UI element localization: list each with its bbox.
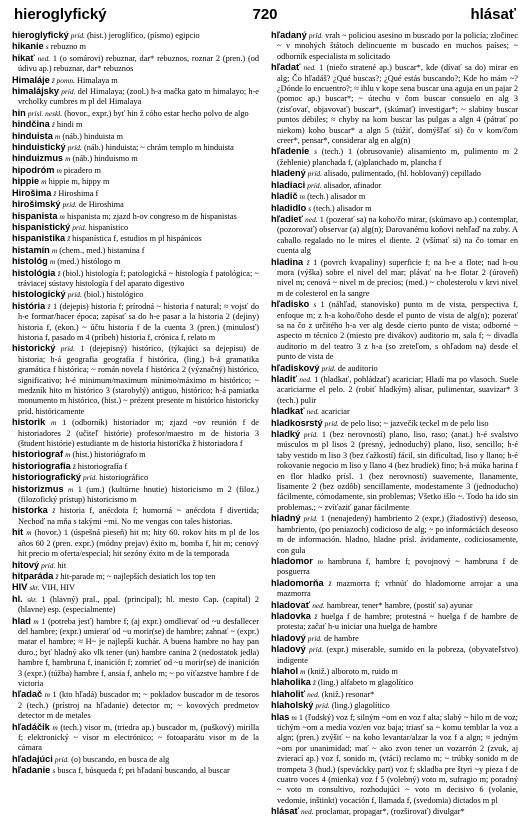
entry-definition: hippie m, hippy m — [48, 177, 110, 187]
entry-headword: hladovka — [271, 610, 311, 621]
page-header — [12, 0, 518, 24]
entry-definition: (hovor., expr.) byť hin ž cóho estar hecho polvo de algo — [64, 108, 249, 118]
left-running-head: hieroglyfický — [14, 6, 107, 23]
entry-definition: (expr.) miserable, sumido en la pobreza, (obyvateľstvo) indigente — [277, 645, 519, 665]
entry-headword: hladový — [271, 632, 306, 643]
entry-grammar: príd. — [62, 200, 77, 210]
entry-grammar: m — [26, 528, 32, 538]
dictionary-entry — [12, 256, 259, 267]
dictionary-entry — [271, 677, 518, 688]
entry-grammar: s — [45, 42, 49, 52]
entry-grammar: ž — [312, 678, 316, 688]
entry-definition: hindi m — [56, 120, 83, 130]
entry-grammar: ž — [55, 571, 59, 581]
dictionary-entry — [12, 582, 259, 593]
entry-definition: 1 (dejepis) historia f; prírodná ~ historia f natural; ≈ vojsť do h-e formar/hacer época; zapísať sa do h-e pasar a la historia 2 (dejiny) historia f, (ekon.) ~ účtu historia f de la cuenta 3 (pren.) (minulosť) historia f, pasado m 4 (príbeh) historia f, crónica f, relato m — [18, 301, 260, 342]
entry-headword: hladič — [271, 191, 298, 202]
entry-definition: hit-parade m; ~ najlepších desiatich los top ten — [60, 571, 216, 581]
dictionary-entry — [12, 53, 259, 75]
entry-definition: 1 (ľudský) voz f; silným ~om en voz f alta; slabý ~ hilo m de voz; tichým ~om a media voz/en voz baja; triasť sa ~ komu temblar la voz a algn; (pren.) zvýšiť ~ na koho levantar/alzar la voz f a algn; ≈ jedným ~om por unanimidad; mať ~ ako zvon tener un vozarrón 2 (zvuk, aj zvierací ap.) voz f, sonido m, (vtáci) reclamo m; ~ trúbky sonido m de trompeta 3 (hud.) (speváckky part) voz f; skladba pre štyri ~y pieza f de cuatro voces 4 (mienka) voz f 5 (volebný) voto m, sufragio m; poradný ~ voto m consultivo, rozhodujúci ~ voto m decisivo 6 (volanie, vedomie, inštinkt) vocación f, llamada f, (svedomia) dictados m pl — [277, 712, 518, 805]
dictionary-entry — [12, 505, 259, 527]
dictionary-entry — [12, 199, 259, 210]
entry-grammar: prísl. neskl. — [27, 108, 63, 118]
entry-grammar: m — [65, 154, 71, 164]
entry-definition: (hist.) jeroglífico, (písmo) egipcio — [87, 31, 200, 40]
entry-headword: hladina — [271, 256, 304, 267]
entry-definition: historiografía f — [77, 461, 128, 471]
entry-headword: hlad — [12, 615, 31, 626]
entry-grammar: m — [52, 722, 58, 732]
entry-grammar: príd. — [60, 344, 75, 354]
entry-grammar: príd. — [321, 363, 336, 373]
entry-headword: hľadisko — [271, 299, 310, 310]
entry-headword: hladomorňa — [271, 577, 324, 588]
dictionary-entry — [271, 611, 518, 633]
entry-definition: 1 (potreba jesť) hambre f; (aj expr.) omdlievať od ~u desfallecer del hambre; (expr.) umierať od ~u morir(se) de hambre; zahnať ~ (expr.) matar el hambre; ≈ H~ je najlepší kuchár. A buena hambre no hay pan duro.; byť hladný ako vlk tener (un) hambre canina 2 (nedostatok jedla) hambre f, hambruna f, inanición f; zomrieť od ~u morir(se) de inanición 3 (expr.) (túžba) hambre f, ansia f, anhelo m; ~ po víťazstve hambre f de victoria — [18, 616, 259, 688]
entry-grammar: ž — [314, 611, 318, 621]
entry-grammar: s — [314, 147, 317, 157]
entry-grammar: príd. — [83, 473, 98, 483]
dictionary-entry — [12, 754, 259, 765]
entry-headword: hľadať — [271, 62, 301, 73]
dictionary-entry — [271, 418, 518, 429]
entry-headword: hlásať — [271, 806, 299, 817]
dictionary-entry — [271, 203, 518, 214]
entry-definition: 1 (náhľad, stanovisko) punto m de vista, perspectiva f, enfoque m; z h-a koho/čoho desde el punto de vista de alg(n); pozerať sa na čo z určitého h-a ver alg desde cierto punto de vista; odborné ~ aspecto m técnico 2 (miesto pre divákov) auditorio m, sala f; ~ divadla auditorio m del teatro 3 z h-a (so zreteľom, s ohľadom na) desde el punto de vista de — [277, 300, 518, 362]
dictionary-entry — [271, 30, 518, 62]
entry-headword: hladovať — [271, 599, 311, 610]
entry-headword: histológ — [12, 256, 48, 267]
entry-grammar: ned. — [299, 375, 312, 384]
entry-headword: historiografia — [12, 460, 71, 471]
dictionary-entry — [271, 363, 518, 374]
entry-grammar: príd. — [72, 222, 87, 232]
entry-headword: hitparáda — [12, 570, 54, 581]
dictionary-entry — [12, 594, 259, 616]
entry-grammar: príd. — [70, 31, 85, 40]
entry-definition: (ling.) glagolítico — [331, 701, 390, 711]
entry-grammar: m — [65, 450, 71, 460]
entry-grammar: m — [51, 245, 58, 255]
entry-definition: 1 (pozerať sa) na koho/čo mirar, (skúmavo ap.) contemplar, (pozorovať) observar (a) alg(n); Darovanému koňovi nehľaď na zuby. A caballo regalado no le mires el diente. 2 (všímať si) na čo tomar en cuenta alg — [277, 214, 518, 256]
entry-grammar: ž — [51, 120, 55, 130]
entry-grammar: m — [300, 666, 306, 676]
entry-definition: 1 (bez nerovností) plano, liso, raso; (anat.) h-é svalstvo músculos m pl lisos 2 (presný, jednoduchý) plano, liso, sencillo; h-é taby vestido m liso 3 (bez ťažkostí) fácil, sin dificultad, liso y llano; h-é rokovanie negocio m liso y llano 4 (bez hrudiek) fino; h-á múka harina f en flor hladko prísl. 1 (bez nerovností) suavemente, llanamente, lisamente 2 (bez ozdôb) sencillamente, modestamente 3 (jednoducho) fácilmente, cómodamente, sin problemas; Všetko išlo ~. Todo ha ido sin problemas.; ~ zvíťaziť ganar fácilmente — [277, 430, 519, 512]
entry-headword: historiografický — [12, 472, 81, 483]
entry-grammar: ž — [52, 506, 56, 516]
entry-headword: historiograf — [12, 449, 64, 460]
dictionary-entry — [12, 268, 259, 290]
entry-definition: hispanista m; zjazd h-ov congreso m de hispanistas — [66, 211, 237, 221]
dictionary-entry — [12, 571, 259, 582]
dictionary-entry — [12, 689, 259, 721]
dictionary-entry — [12, 188, 259, 199]
dictionary-entry — [12, 616, 259, 690]
entry-definition: de pelo liso; ~ jazvečík teckel m de pelo liso — [340, 418, 489, 428]
dictionary-entry — [271, 600, 518, 611]
entry-grammar: príd. — [307, 180, 322, 190]
entry-definition: rebuzno m — [50, 42, 86, 52]
entry-grammar: príd. — [54, 754, 70, 764]
entry-definition: 1 (hlavný) pral., ppal. (principal); hl. mesto Cap. (capital) 2 (hlavne) esp. (especialmente) — [18, 594, 260, 615]
entry-grammar: príd. — [67, 143, 82, 153]
dictionary-entry — [12, 165, 259, 176]
dictionary-entry — [271, 191, 518, 202]
entry-headword: hľadajúci — [12, 753, 53, 764]
dictionary-entry — [12, 211, 259, 222]
entry-headword: hlaholský — [271, 700, 314, 711]
entry-grammar: ž — [306, 257, 310, 267]
entry-definition: 1 (odborník) historiador m; zjazd ~ov reunión f de historiadores 2 (učiteľ histórie) profesor/maestro m de historia 3 (študent histórie) estudiante m de historia historička ž historiadora f — [18, 418, 259, 449]
entry-grammar: m — [291, 712, 297, 722]
dictionary-entry — [271, 806, 518, 817]
entry-grammar: m — [44, 690, 50, 700]
entry-grammar: m — [67, 484, 74, 494]
entry-grammar: ned. — [303, 63, 317, 73]
entry-headword: historizmus — [12, 483, 64, 494]
entry-grammar: príd. — [41, 560, 56, 570]
entry-grammar: ned. — [300, 807, 314, 817]
entry-headword: HIV — [12, 582, 28, 593]
dictionary-entry — [271, 513, 518, 556]
entry-headword: hippie — [12, 176, 40, 187]
entry-grammar: príd. — [303, 514, 318, 524]
entry-grammar: m — [41, 177, 47, 187]
entry-headword: hladomor — [271, 555, 313, 566]
entry-grammar: ž pomn. — [51, 75, 75, 85]
entry-headword: hinduizmus — [12, 153, 64, 164]
entry-headword: hikať — [12, 52, 35, 63]
entry-definition: (tech.) visor m, (triedra ap.) buscador m, (puškový) mirilla f; elektronický ~ visor m electrónico; ~ fotoaparátu visor m de la cámara — [18, 722, 259, 753]
entry-definition: hispanístico — [88, 222, 129, 232]
right-column — [271, 30, 519, 817]
page-number: 720 — [252, 6, 278, 23]
entry-headword: hinduistický — [12, 142, 66, 153]
dictionary-entry — [271, 257, 518, 300]
entry-headword: Hirošima — [12, 187, 52, 198]
entry-definition: 1 (povrch kvapaliny) superficie f; na h-e a flote; nad h-ou mora (výška) sobre el nivel del mar; plávať na h-e flotar 2 (úroveň) nivel m; cenová ~ nivel m de precios; (med.) ~ cholesterolu v krvi nivel m de colesterol en la sangre — [277, 257, 518, 298]
entry-definition: (tech.) alisador m — [313, 203, 372, 213]
entry-grammar: príd. — [61, 87, 76, 97]
entry-definition: (hist.) historiógrafo m — [72, 450, 146, 460]
dictionary-entry — [271, 578, 518, 600]
dictionary-entry — [271, 146, 518, 168]
entry-definition: proclamar, propagar*, (rozširovať) divulgar* — [315, 807, 465, 817]
entry-headword: hladkať — [271, 406, 305, 417]
dictionary-entry — [12, 119, 259, 130]
entry-headword: hlaholika — [271, 677, 311, 688]
entry-headword: hlaholiť — [271, 688, 306, 699]
entry-definition: de auditorio — [337, 363, 378, 373]
entry-grammar: m — [50, 418, 57, 428]
entry-headword: hľadieť — [271, 213, 303, 224]
entry-grammar: ned. — [307, 689, 320, 699]
entry-definition: huelga f de hambre; protestná ~ huelga f de hambre de protesta; začať h-u iniciar una huelga de hambre — [277, 611, 518, 632]
entry-grammar: ž — [47, 301, 51, 311]
entry-definition: (tech.) 1 (obrusovanie) alisamiento m, pulimento m 2 (žehlenie) planchada f, (a)planchado m, plancha f — [277, 147, 518, 167]
entry-headword: hirošimský — [12, 199, 61, 210]
entry-definition: 1 (hladkať, pohládzať) acariciar; Hladí ma po vlasoch. Suele acariciarme el pelo. 2 (robiť hladkým) alisar, pulimentar, suavizar* 3 (tech.) pulir — [277, 375, 518, 405]
entry-definition: de hambre — [324, 633, 359, 643]
entry-grammar: ž — [53, 188, 57, 198]
right-running-head: hlásať — [470, 6, 516, 23]
entry-grammar: s — [308, 203, 312, 213]
dictionary-entry — [12, 41, 259, 52]
entry-headword: hispanistický — [12, 221, 71, 232]
entry-headword: hladiť — [271, 374, 297, 384]
entry-definition: (med.) histólogo m — [57, 257, 121, 267]
dictionary-entry — [271, 62, 518, 146]
dictionary-entry — [271, 700, 518, 711]
left-column — [12, 30, 260, 776]
dictionary-entry — [271, 666, 518, 677]
entry-grammar: príd. — [324, 418, 339, 428]
dictionary-entry — [12, 527, 259, 559]
entry-definition: 1 (kto hľadá) buscador m; ~ pokladov buscador m de tesoros 2 (tech.) (prístroj na hľadanie) detector m; ~ kovových predmetov detector m de metales — [18, 690, 260, 721]
entry-headword: hieroglyfický — [12, 30, 69, 40]
entry-grammar: príd. — [303, 430, 319, 440]
entry-grammar: m — [49, 257, 56, 267]
entry-definition: VIH, HIV — [41, 583, 76, 593]
entry-headword: hľadanie — [12, 765, 51, 776]
entry-definition: historiográfico — [99, 473, 149, 483]
entry-grammar: príd. — [307, 633, 322, 643]
dictionary-entry — [12, 153, 259, 164]
columns — [12, 30, 519, 817]
entry-definition: (ling.) alfabeto m glagolítico — [317, 678, 414, 688]
dictionary-entry — [12, 142, 259, 153]
entry-headword: hladiaci — [271, 179, 306, 190]
entry-definition: (biol.) histológico — [83, 290, 144, 300]
entry-grammar: m — [59, 211, 65, 221]
entry-definition: mazmorra f; vrhnúť do hladomorne arrojar a una mazmorra — [277, 578, 518, 599]
entry-definition: (náb.) hinduista; ~ chrám templo m hinduista — [83, 143, 234, 153]
entry-grammar: m — [56, 165, 62, 175]
entry-headword: hin — [12, 107, 26, 118]
entry-grammar: ž — [328, 578, 332, 588]
entry-headword: hladený — [271, 168, 306, 179]
entry-grammar: s — [313, 300, 317, 310]
entry-grammar: ž — [67, 234, 71, 244]
entry-grammar: príd. — [315, 701, 330, 711]
entry-headword: historka — [12, 505, 48, 516]
dictionary-entry — [271, 180, 518, 191]
entry-definition: de Hiroshima — [78, 200, 124, 210]
dictionary-entry — [271, 168, 518, 179]
entry-grammar: príd. — [67, 290, 82, 300]
dictionary-entry — [271, 556, 518, 578]
entry-definition: (náb.) hinduista m — [62, 131, 123, 141]
dictionary-entry — [12, 233, 259, 244]
entry-headword: hladkosrstý — [271, 417, 323, 428]
entry-grammar: ned. — [37, 53, 51, 63]
entry-definition: (o) buscando, en busca de alg — [71, 754, 170, 764]
dictionary-entry — [12, 484, 259, 506]
entry-headword: hispanista — [12, 210, 58, 221]
entry-definition: (kniž.) resonar* — [321, 689, 375, 699]
entry-headword: hladný — [271, 513, 301, 524]
dictionary-entry — [12, 472, 259, 483]
entry-headword: Himaláje — [12, 74, 50, 85]
entry-headword: hlahol — [271, 665, 299, 676]
dictionary-entry — [12, 222, 259, 233]
entry-headword: hikanie — [12, 41, 44, 52]
entry-grammar: m — [299, 192, 305, 202]
dictionary-entry — [271, 633, 518, 644]
dictionary-entry — [271, 214, 518, 257]
entry-headword: historik — [12, 417, 46, 428]
entry-headword: histamín — [12, 244, 50, 255]
dictionary-entry — [271, 374, 518, 406]
entry-definition: (hovor.) 1 (úspešná pieseň) hit m; hity 60. rokov hits m pl de los años 60 2 (pren. expr.) (módny prejav) éxito m, bomba f, hit m; cenový hit precio m oferta/especial; hit sezóny éxito m de la temporada — [18, 528, 259, 559]
entry-headword: hindčina — [12, 119, 50, 130]
entry-definition: alisado, pulimentado, (hl. hoblovaný) cepillado — [324, 169, 481, 179]
entry-definition: busca f, búsqueda f; pri hľadaní buscando, al buscar — [57, 766, 230, 776]
dictionary-entry — [271, 689, 518, 700]
dictionary-entry — [12, 765, 259, 776]
entry-grammar: skr. — [29, 583, 40, 593]
entry-definition: Himalaya m — [76, 75, 118, 85]
entry-grammar: m — [33, 616, 39, 626]
entry-definition: (biol.) histología f; patologická ~ histología f patológica; ~ tráviacej sústavy histología f del aparato digestivo — [18, 268, 260, 288]
entry-headword: hľadaný — [271, 30, 307, 40]
entry-grammar: s — [52, 766, 56, 776]
entry-definition: acariciar — [321, 407, 350, 417]
entry-definition: 1 (nenajedený) hambriento 2 (expr.) (žiadostivý) deseoso, hambriento, (po peniazoch) codicioso de alg; ~ po informáciách deseoso m de información. hladno, hladne prísl. ávidamente, codiciosamente, con gula — [277, 514, 518, 555]
entry-headword: hľadiskový — [271, 362, 320, 373]
dictionary-entry — [12, 301, 259, 344]
entry-definition: (chem., med.) histamina f — [59, 245, 145, 255]
dictionary-entry — [12, 449, 259, 460]
entry-definition: vrah ~ policiou asesino m buscado por la policía; zločinec ~ v mnohých štátoch delincuente m buscado en muchos países; ~ odborník especialista m solicitado — [277, 31, 519, 61]
entry-definition: historia f, anécdota f; humorná ~ anécdota f divertida; Nechoď na mňa s takými ~mi. No me vengas con tales historias. — [18, 506, 259, 526]
dictionary-entry — [12, 722, 259, 754]
entry-headword: himalájsky — [12, 86, 59, 97]
dictionary-entry — [12, 75, 259, 86]
entry-headword: hlas — [271, 711, 290, 722]
entry-definition: 1 (niečo stratené ap.) buscar*, kde (dívať sa do) mirar en alg; Čo hľadáš? ¿Qué buscas?; ¿Qué estás buscando?; Kde ho mám ~? ¿Dónde lo encuentro?; ≈ ihlu v kope sena buscar una aguja en un pajar 2 (pomoc ap.) buscar*; ~ útechu v čom buscar consuelo en alg 3 (zisťovať, objavovať) buscar*, (skúmať) investigar*; ~ slabiny buscar puntos débiles; ≈ chyby na kom buscar las pulgas a algn 4 (pátrať po niekom) koho buscar* a algn 5 (túžiť, domýšľať si) čo v kom/čom creer*, pensar*, considerar alg en alg(n) — [277, 63, 518, 146]
entry-grammar: m — [317, 556, 324, 566]
entry-grammar: skr. — [27, 594, 38, 604]
entry-grammar: ž — [57, 268, 61, 278]
entry-headword: hladidlo — [271, 202, 307, 213]
entry-headword: histológia — [12, 267, 56, 278]
dictionary-entry — [12, 417, 259, 449]
entry-definition: hambruna f, hambre f; povojnový ~ hambruna f de posguerra — [277, 556, 518, 577]
entry-definition: del Himalaya; (zool.) h-a mačka gato m himalayo; h-e vrcholky cumbres m pl del Himalaya — [18, 87, 259, 107]
entry-headword: hitový — [12, 559, 40, 570]
entry-definition: 1 (dejepisný) histórico, (týkajúci sa dejepisu) de historia; h-á geografia geografía f histórica, (ling.) h-á gramatika gramática f histórica; ~ román novela f histórica 2 (význačný) histórico, significativo; h-é minimum/maximum mínimo/máximo m histórico; ~ medzník hito m histórico 3 (starobylý) antiguo, histórico; h-á pamiatka monumento m histórico, (hist.) ~ prézent presente m histórico historicky príd. históricamente — [18, 344, 260, 416]
entry-definition: Hiroshima f — [58, 188, 99, 198]
dictionary-entry — [12, 176, 259, 187]
entry-definition: (náb.) hinduismo m — [72, 154, 138, 164]
entry-definition: hambrear, tener* hambre, (postiť sa) ayunar — [326, 600, 473, 610]
entry-definition: hit — [57, 560, 67, 570]
dictionary-entry — [271, 406, 518, 417]
dictionary-entry — [271, 644, 518, 666]
dictionary-entry — [271, 299, 518, 362]
entry-headword: hispanistika — [12, 233, 66, 244]
entry-grammar: príd. — [308, 31, 323, 40]
dictionary-entry — [12, 245, 259, 256]
entry-definition: alisador, afinador — [323, 180, 382, 190]
entry-grammar: ned. — [306, 407, 320, 417]
entry-grammar: ned. — [305, 214, 318, 224]
entry-definition: 1 (um.) (kultúrne hnutie) historicismo m 2 (filoz.) (filozofický prístup) historicismo m — [18, 484, 260, 505]
dictionary-entry — [12, 343, 259, 417]
entry-headword: hipodróm — [12, 164, 55, 175]
entry-headword: histologický — [12, 289, 66, 300]
entry-definition: (kniž.) alboroto m, ruido m — [307, 666, 398, 676]
dictionary-entry — [12, 131, 259, 142]
entry-headword: hladový — [271, 644, 306, 655]
entry-headword: hľadenie — [271, 146, 310, 157]
entry-grammar: príd. — [309, 645, 324, 655]
dictionary-entry — [12, 30, 259, 41]
entry-headword: hit — [12, 527, 24, 538]
entry-grammar: ned. — [312, 600, 325, 610]
entry-headword: historický — [12, 343, 56, 354]
entry-grammar: m — [54, 131, 61, 141]
entry-definition: (tech.) alisador m — [307, 192, 366, 202]
entry-headword: hľadač — [12, 689, 43, 700]
dictionary-entry — [12, 461, 259, 472]
entry-definition: 1 (o somárovi) rebuznar, dar* rebuznos, roznar 2 (pren.) (od údivu ap.) rebuznar, dar* rebuznos — [18, 53, 260, 74]
entry-definition: picadero m — [63, 165, 101, 175]
dictionary-entry — [12, 560, 259, 571]
entry-headword: hl. — [12, 593, 23, 604]
dictionary-entry — [12, 108, 259, 119]
entry-headword: hinduista — [12, 130, 53, 141]
dictionary-entry — [12, 289, 259, 300]
dictionary-entry — [271, 429, 518, 513]
entry-grammar: príd. — [307, 169, 322, 179]
entry-definition: hispanística f, estudios m pl hispánicos — [72, 234, 202, 244]
entry-headword: hladký — [271, 429, 301, 440]
dictionary-entry — [12, 86, 259, 108]
dictionary-entry — [271, 712, 518, 807]
entry-grammar: ž — [72, 461, 76, 471]
entry-headword: hľadáčik — [12, 721, 50, 732]
entry-headword: história — [12, 300, 46, 311]
